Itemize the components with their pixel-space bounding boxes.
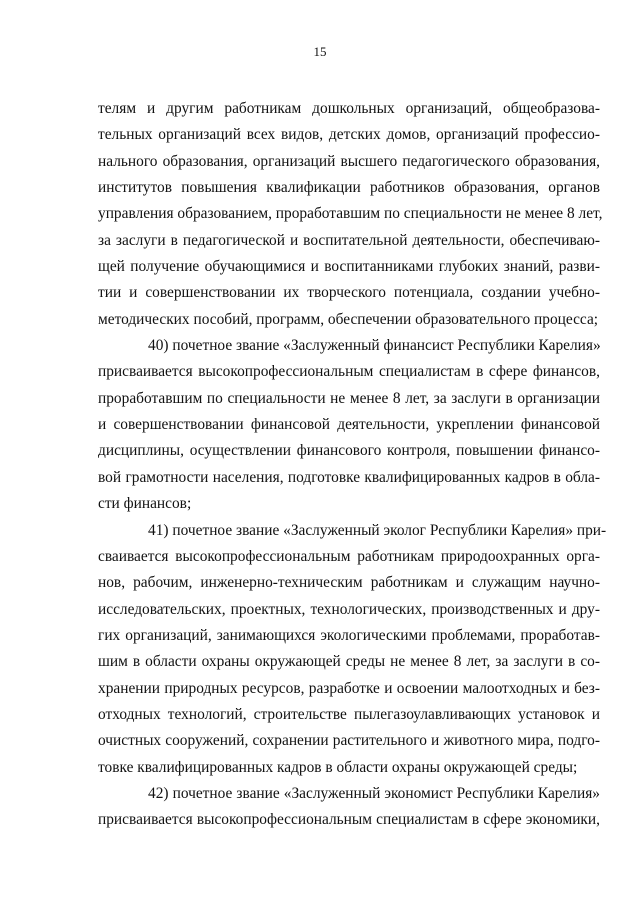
- text-line: вой грамотности населения, подготовке квалифицированных кадров в обла-: [98, 468, 600, 486]
- text-line: нов, рабочим, инженерно-техническим работникам и служащим научно-: [98, 574, 600, 592]
- text-line: присваивается высокопрофессиональным специалистам в сфере экономики,: [98, 811, 600, 829]
- body-text: [98, 96, 607, 834]
- text-line: телям и другим работникам дошкольных организаций, общеобразова-: [98, 100, 600, 117]
- text-line: институтов повышения квалификации работников образования, органов: [98, 179, 600, 197]
- text-line: сваивается высокопрофессиональным работникам природоохранных орга-: [98, 547, 600, 565]
- text-line: 42) почетное звание «Заслуженный экономист Республики Карелия»: [148, 784, 600, 802]
- text-line: очистных сооружений, сохранении растительного и животного мира, подго-: [98, 732, 600, 750]
- text-line: тельных организаций всех видов, детских домов, организаций профессио-: [98, 126, 600, 144]
- text-line: отходных технологий, строительстве пылегазоулавливающих установок и: [98, 705, 600, 723]
- text-line: методических пособий, программ, обеспечении образовательного процесса;: [98, 310, 599, 328]
- text-line: и совершенствовании финансовой деятельности, укреплении финансовой: [98, 416, 600, 434]
- text-line: присваивается высокопрофессиональным специалистам в сфере финансов,: [98, 363, 600, 381]
- text-line: управления образованием, проработавшим по специальности не менее 8 лет,: [98, 205, 603, 223]
- text-line: сти финансов;: [98, 495, 192, 513]
- text-line: шим в области охраны окружающей среды не менее 8 лет, за заслуги в со-: [98, 653, 600, 671]
- text-line: дисциплины, осуществлении финансового контроля, повышении финансо-: [98, 442, 600, 460]
- text-line: 41) почетное звание «Заслуженный эколог Республики Карелия» при-: [148, 521, 607, 539]
- text-line: исследовательских, проектных, технологических, производственных и дру-: [98, 600, 600, 618]
- text-line: нального образования, организаций высшего педагогического образования,: [98, 152, 600, 170]
- text-line: за заслуги в педагогической и воспитательной деятельности, обеспечиваю-: [98, 231, 600, 249]
- text-line: щей получение обучающимися и воспитанниками глубоких знаний, разви-: [98, 258, 600, 276]
- text-line: хранении природных ресурсов, разработке и освоении малоотходных и без-: [98, 679, 600, 697]
- text-line: тии и совершенствовании их творческого потенциала, создании учебно-: [98, 284, 600, 302]
- text-line: проработавшим по специальности не менее 8 лет, за заслуги в организации: [98, 389, 600, 407]
- text-line: товке квалифицированных кадров в области охраны окружающей среды;: [98, 758, 578, 776]
- text-line: 40) почетное звание «Заслуженный финансист Республики Карелия»: [148, 337, 601, 355]
- text-line: гих организаций, занимающихся экологическими проблемами, проработав-: [98, 626, 600, 644]
- page-number: 15: [313, 44, 327, 59]
